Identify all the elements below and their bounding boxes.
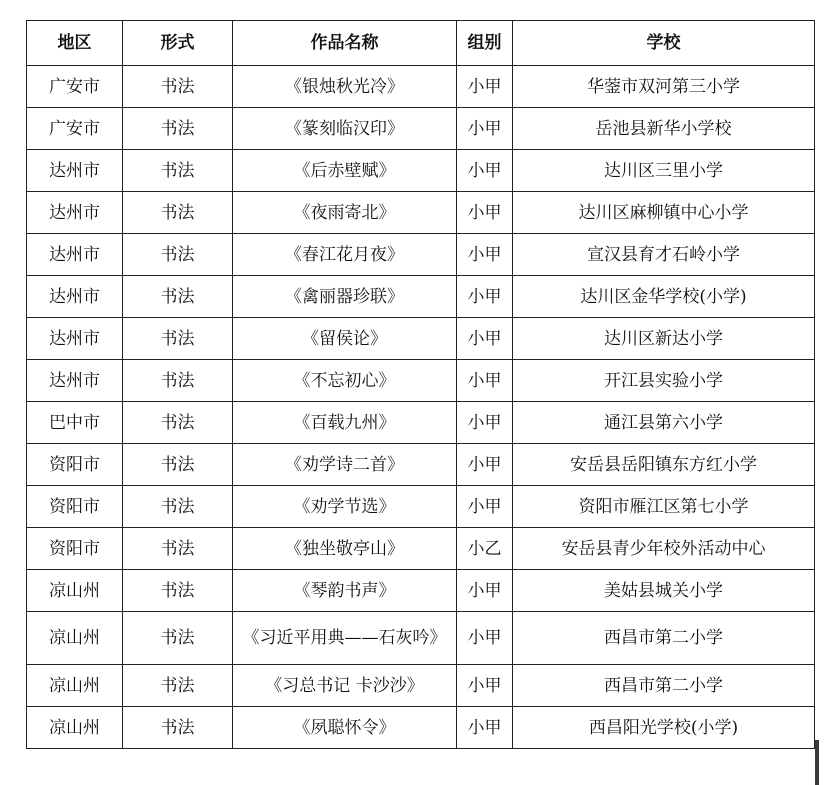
cell-form: 书法	[123, 360, 233, 402]
cell-form: 书法	[123, 150, 233, 192]
cell-region: 凉山州	[27, 665, 123, 707]
cell-form: 书法	[123, 108, 233, 150]
cell-school: 安岳县岳阳镇东方红小学	[513, 444, 815, 486]
cell-title: 《夜雨寄北》	[233, 192, 457, 234]
cell-group: 小甲	[457, 318, 513, 360]
cell-group: 小甲	[457, 402, 513, 444]
cell-group: 小甲	[457, 276, 513, 318]
cell-school: 西昌阳光学校(小学)	[513, 707, 815, 749]
awards-table	[26, 20, 815, 749]
cell-school: 美姑县城关小学	[513, 570, 815, 612]
cell-form: 书法	[123, 612, 233, 665]
header-row	[27, 21, 815, 66]
cell-region: 资阳市	[27, 528, 123, 570]
cell-group: 小甲	[457, 192, 513, 234]
cell-title: 《不忘初心》	[233, 360, 457, 402]
cell-title: 《篆刻临汉印》	[233, 108, 457, 150]
cell-region: 凉山州	[27, 570, 123, 612]
table-row	[27, 707, 815, 749]
cell-group: 小甲	[457, 486, 513, 528]
table-row	[27, 318, 815, 360]
cell-region: 广安市	[27, 108, 123, 150]
cell-title: 《习近平用典——石灰吟》	[233, 612, 457, 665]
header-school: 学校	[513, 21, 815, 66]
cell-group: 小甲	[457, 234, 513, 276]
cell-school: 宣汉县育才石岭小学	[513, 234, 815, 276]
table-row	[27, 66, 815, 108]
cell-title: 《后赤壁赋》	[233, 150, 457, 192]
cell-school: 安岳县青少年校外活动中心	[513, 528, 815, 570]
cell-form: 书法	[123, 318, 233, 360]
cell-form: 书法	[123, 234, 233, 276]
cell-region: 资阳市	[27, 444, 123, 486]
cell-title: 《习总书记 卡沙沙》	[233, 665, 457, 707]
header-region: 地区	[27, 21, 123, 66]
cell-region: 资阳市	[27, 486, 123, 528]
cell-form: 书法	[123, 192, 233, 234]
cell-school: 华蓥市双河第三小学	[513, 66, 815, 108]
cell-school: 西昌市第二小学	[513, 665, 815, 707]
cell-region: 达州市	[27, 360, 123, 402]
cell-school: 达川区麻柳镇中心小学	[513, 192, 815, 234]
table-row	[27, 276, 815, 318]
cell-school: 达川区新达小学	[513, 318, 815, 360]
cell-region: 达州市	[27, 276, 123, 318]
table-row	[27, 192, 815, 234]
cell-form: 书法	[123, 707, 233, 749]
cell-group: 小甲	[457, 360, 513, 402]
cell-school: 西昌市第二小学	[513, 612, 815, 665]
table-row	[27, 528, 815, 570]
cell-school: 达川区金华学校(小学)	[513, 276, 815, 318]
table-row	[27, 402, 815, 444]
table-row	[27, 444, 815, 486]
cell-title: 《夙聪怀令》	[233, 707, 457, 749]
cell-region: 广安市	[27, 66, 123, 108]
cell-title: 《春江花月夜》	[233, 234, 457, 276]
cell-form: 书法	[123, 444, 233, 486]
cell-title: 《留侯论》	[233, 318, 457, 360]
cell-group: 小甲	[457, 665, 513, 707]
table-row	[27, 612, 815, 665]
cell-form: 书法	[123, 528, 233, 570]
cell-region: 达州市	[27, 192, 123, 234]
header-form: 形式	[123, 21, 233, 66]
cell-group: 小甲	[457, 66, 513, 108]
table-row	[27, 360, 815, 402]
awards-table-container	[26, 20, 815, 749]
cell-title: 《劝学诗二首》	[233, 444, 457, 486]
cell-group: 小甲	[457, 444, 513, 486]
cell-group: 小甲	[457, 108, 513, 150]
cell-title: 《琴韵书声》	[233, 570, 457, 612]
cell-title: 《禽丽器珍联》	[233, 276, 457, 318]
table-row	[27, 150, 815, 192]
cell-title: 《百载九州》	[233, 402, 457, 444]
cell-group: 小甲	[457, 150, 513, 192]
cell-form: 书法	[123, 402, 233, 444]
cell-region: 达州市	[27, 234, 123, 276]
cell-group: 小甲	[457, 707, 513, 749]
cell-school: 通江县第六小学	[513, 402, 815, 444]
cell-form: 书法	[123, 570, 233, 612]
table-row	[27, 570, 815, 612]
cell-region: 凉山州	[27, 707, 123, 749]
cell-form: 书法	[123, 665, 233, 707]
cell-title: 《独坐敬亭山》	[233, 528, 457, 570]
cell-region: 凉山州	[27, 612, 123, 665]
scrollbar-edge	[815, 740, 819, 785]
cell-school: 开江县实验小学	[513, 360, 815, 402]
cell-group: 小甲	[457, 612, 513, 665]
cell-form: 书法	[123, 486, 233, 528]
header-group: 组别	[457, 21, 513, 66]
cell-group: 小乙	[457, 528, 513, 570]
cell-form: 书法	[123, 276, 233, 318]
cell-title: 《银烛秋光冷》	[233, 66, 457, 108]
cell-form: 书法	[123, 66, 233, 108]
cell-school: 达川区三里小学	[513, 150, 815, 192]
cell-region: 达州市	[27, 318, 123, 360]
table-row	[27, 108, 815, 150]
cell-school: 岳池县新华小学校	[513, 108, 815, 150]
cell-group: 小甲	[457, 570, 513, 612]
cell-title: 《劝学节选》	[233, 486, 457, 528]
cell-region: 巴中市	[27, 402, 123, 444]
cell-school: 资阳市雁江区第七小学	[513, 486, 815, 528]
table-row	[27, 486, 815, 528]
table-row	[27, 665, 815, 707]
table-row	[27, 234, 815, 276]
cell-region: 达州市	[27, 150, 123, 192]
header-title: 作品名称	[233, 21, 457, 66]
